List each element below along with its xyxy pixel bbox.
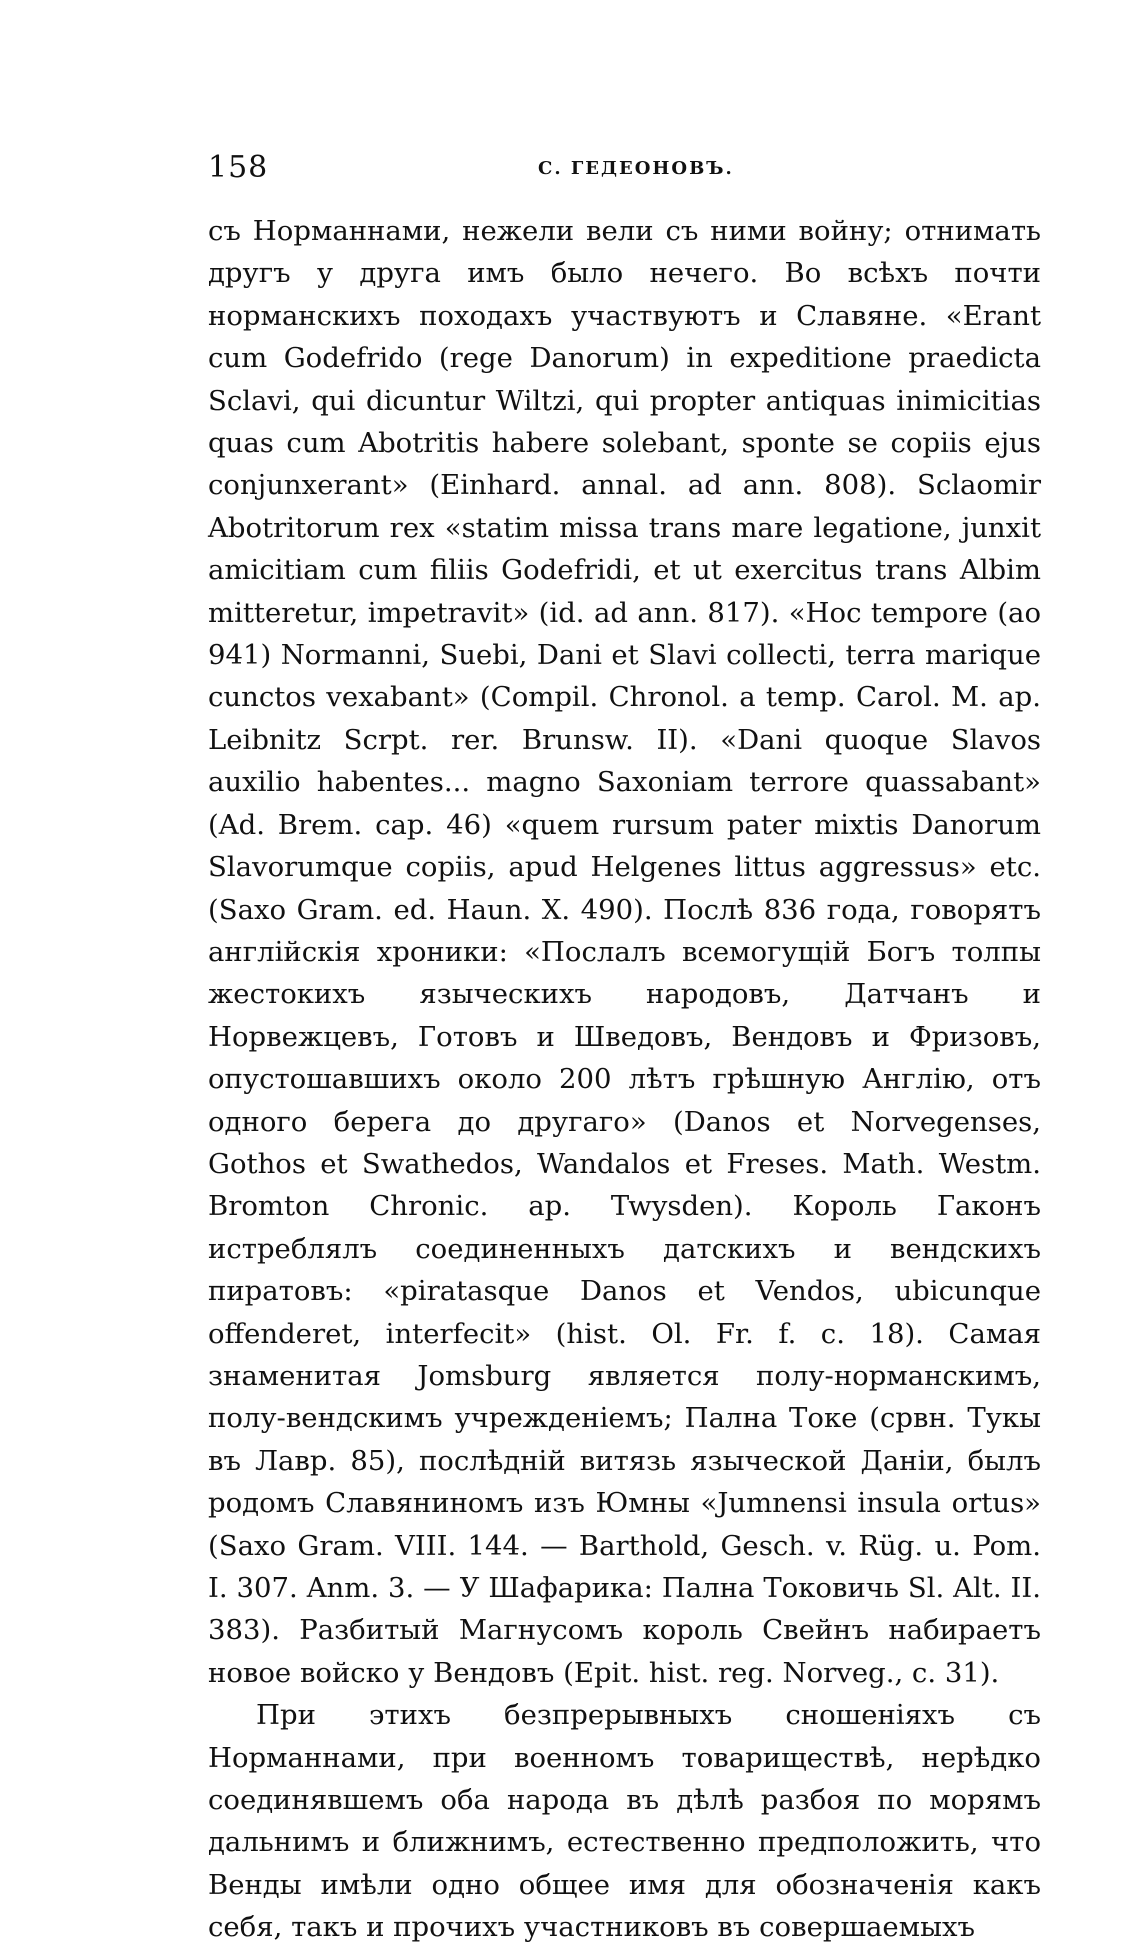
paragraph-2: При этихъ безпрерывныхъ сношеніяхъ съ Норманнами, при военномъ товариществѣ, нерѣдко соединявшемъ оба народа въ дѣлѣ разбоя по морямъ дальнимъ и ближнимъ, естественно предположить, что Венды имѣли одно общее имя для обозначенія какъ себя, такъ и прочихъ участниковъ въ совершаемыхъ [208, 1699, 1041, 1944]
running-head: С. ГЕДЕОНОВЪ. [538, 158, 734, 179]
body-text [208, 210, 1041, 1949]
document-page [208, 150, 1041, 1949]
page-header [208, 150, 1041, 194]
paragraph-1: съ Норманнами, нежели вели съ ними войну; отнимать другъ у друга имъ было нечего. Во всѣхъ почти норманскихъ походахъ участвуютъ и Славяне. «Erant cum Godefrido (rege Danorum) in expeditione praedicta Sclavi, qui dicuntur Wiltzi, qui propter antiquas inimicitias quas cum Abotritis habere solebant, sponte se copiis ejus conjunxerant» (Einhard. annal. ad ann. 808). Sclaomir Abotritorum rex «statim missa trans mare legatione, junxit amicitiam cum filiis Godefridi, et ut exercitus trans Albim mitteretur, impetravit» (id. ad ann. 817). «Hoc tempore (ao 941) Normanni, Suebi, Dani et Slavi collecti, terra marique cunctos vexabant» (Compil. Chronol. a temp. Carol. M. ap. Leibnitz Scrpt. rer. Brunsw. II). «Dani quoque Slavos auxilio habentes... magno Saxoniam terrore quassabant» (Ad. Brem. cap. 46) «quem rursum pater mixtis Danorum Slavorumque copiis, apud Helgenes littus aggressus» etc. (Saxo Gram. ed. Haun. X. 490). Послѣ 836 года, говорятъ англійскія хроники: «Послалъ всемогущій Богъ толпы жестокихъ языческихъ народовъ, Датчанъ и Норвежцевъ, Готовъ и Шведовъ, Вендовъ и Фризовъ, опустошавшихъ около 200 лѣтъ грѣшную Англію, отъ одного берега до другаго» (Danos et Norvegenses, Gothos et Swathedos, Wandalos et Freses. Math. Westm. Bromton Chronic. ap. Twysden). Король Гаконъ истреблялъ соединенныхъ датскихъ и вендскихъ пиратовъ: «piratasque Danos et Vendos, ubicunque offenderet, interfecit» (hist. Ol. Fr. f. c. 18). Самая знаменитая Jomsburg является полу-норманскимъ, полу-вендскимъ учрежденіемъ; Пална Токе (срвн. Тукы въ Лавр. 85), послѣдній витязь языческой Даніи, былъ родомъ Славяниномъ изъ Юмны «Jumnensi insula ortus» (Saxo Gram. VIII. 144. — Barthold, Gesch. v. Rüg. u. Pom. I. 307. Anm. 3. — У Шафарика: Пална Токовичь Sl. Alt. II. 383). Разбитый Магнусомъ король Свейнъ набираетъ новое войско у Вендовъ (Epit. hist. reg. Norveg., c. 31). [208, 215, 1041, 1689]
page-number: 158 [208, 150, 269, 185]
